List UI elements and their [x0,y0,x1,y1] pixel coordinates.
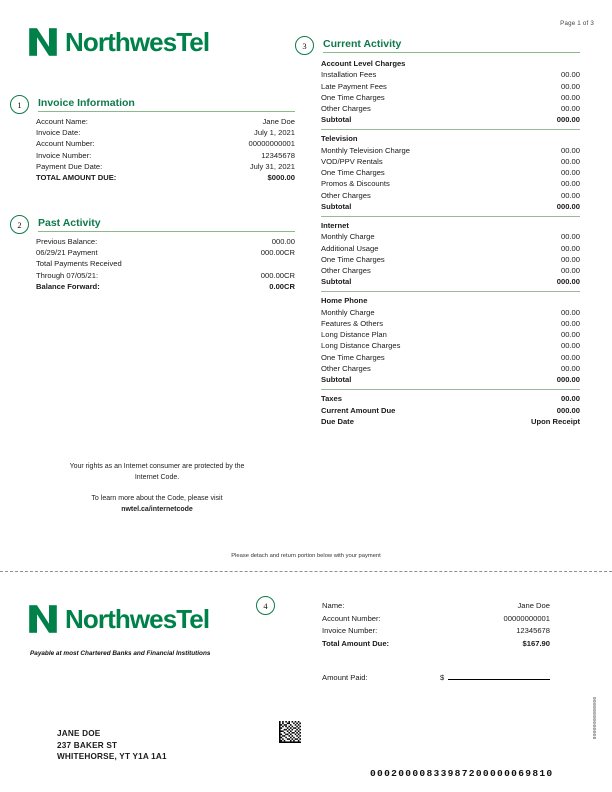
row-value: 00.00 [560,254,580,264]
table-row [36,258,295,269]
table-row-subtotal [321,276,580,287]
section-marker-2: 2 [10,215,29,234]
table-row [321,103,580,114]
row-value: July 31, 2021 [249,161,295,171]
table-row [36,270,295,281]
table-row [321,145,580,156]
table-row-subtotal [321,201,580,212]
vertical-reference-code-wrap [591,697,612,740]
group-title: Internet [321,221,349,231]
table-row [322,613,550,626]
row-label: Long Distance Plan [321,330,387,340]
row-label: Subtotal [321,375,352,385]
page-number: Page 1 of 3 [560,20,594,27]
current-activity-groups [321,58,580,427]
row-value: 12345678 [516,626,550,636]
table-row [321,243,580,254]
row-label: Subtotal [321,201,352,211]
row-label: Other Charges [321,266,371,276]
row-label: Previous Balance: [36,237,98,246]
row-label: Monthly Television Charge [321,145,410,155]
row-label: Account Number: [322,613,381,623]
charge-group-home-phone [321,295,580,385]
row-value: 00.00 [560,190,580,200]
row-label: Balance Forward: [36,281,100,291]
amount-paid-label: Amount Paid: [322,673,368,682]
row-label: Other Charges [321,104,371,114]
invoice-information-rows [36,116,295,183]
row-label: Total Payments Received [36,259,122,269]
payable-note: Payable at most Chartered Banks and Financial Institutions [30,650,211,657]
table-row [321,167,580,178]
group-rows [321,307,580,385]
notice-spacer [22,483,292,494]
row-label: 06/29/21 Payment [36,248,98,258]
table-row [36,138,295,149]
internet-code-notice [22,462,292,515]
row-value: 00.00 [560,145,580,155]
past-activity-rule [38,230,295,232]
northwestel-logo-icon [28,604,58,634]
table-row [322,625,550,638]
row-label: Subtotal [321,115,352,125]
row-value: 00.00 [560,363,580,373]
invoice-information-title: Invoice Information [38,97,135,109]
row-label: Subtotal [321,277,352,287]
row-label: Payment Due Date: [36,161,103,171]
row-value: 000.00CR [260,270,295,280]
past-activity-rows [36,236,295,292]
row-label: Long Distance Charges [321,341,401,351]
current-activity-title: Current Activity [323,38,402,50]
table-row [321,340,580,351]
row-label: Invoice Number: [322,626,378,636]
charge-group-television [321,133,580,212]
table-row [321,178,580,189]
stub-rows [322,600,550,650]
row-value: 00.00 [560,157,580,167]
row-value: Jane Doe [262,117,295,126]
table-row-total [36,281,295,292]
row-value: $167.90 [522,638,550,648]
table-row-current-amount-due [321,405,580,416]
row-value: 000.00 [556,115,580,125]
row-label: Current Amount Due [321,405,396,415]
row-label: Other Charges [321,190,371,200]
past-activity-section [10,215,295,292]
row-value: 000.00 [556,375,580,385]
datamatrix-barcode-icon [279,721,301,743]
group-rows [321,231,580,287]
invoice-information-section [10,95,295,183]
row-value: 12345678 [261,150,295,160]
row-value: 00.00 [560,179,580,189]
invoice-information-rule [38,110,295,112]
table-row [321,92,580,103]
row-value: Jane Doe [517,601,550,610]
address-line-1: JANE DOE [57,729,101,738]
table-row [321,307,580,318]
address-line-3: WHITEHORSE, YT Y1A 1A1 [57,752,167,761]
amount-paid-field[interactable] [322,670,550,682]
current-activity-section [295,36,580,427]
vertical-reference-code: 00000000000000 [591,697,596,740]
row-value: 00.00 [560,104,580,114]
brand-name: NorthwesTel [65,604,210,634]
current-activity-totals [321,393,580,427]
row-label: Late Payment Fees [321,81,387,91]
section-marker-3: 3 [295,36,314,55]
row-label: Installation Fees [321,70,377,80]
section-marker-1: 1 [10,95,29,114]
row-label: One Time Charges [321,92,385,102]
table-row-due-date [321,416,580,427]
group-title: Television [321,134,358,144]
row-label: Invoice Date: [36,128,81,138]
past-activity-title: Past Activity [38,217,101,229]
group-divider [321,291,580,292]
row-value: 000.00CR [260,248,295,258]
group-divider [321,216,580,217]
row-value: 000.00 [556,405,580,415]
table-row [36,247,295,258]
row-value: 00.00 [560,168,580,178]
row-value: 00.00 [560,243,580,253]
group-rows [321,69,580,125]
row-value: $000.00 [267,173,295,183]
table-row [321,329,580,340]
table-row [36,150,295,161]
currency-symbol: $ [440,673,445,682]
ocr-scanline: 00020000833987200000069810 [370,768,554,779]
table-row [321,231,580,242]
table-row [321,69,580,80]
row-label: Due Date [321,416,354,426]
row-label: VOD/PPV Rentals [321,157,383,167]
row-label: One Time Charges [321,254,385,264]
row-value: 00.00 [560,352,580,362]
row-label: Other Charges [321,363,371,373]
row-label: Monthly Charge [321,307,375,317]
table-row [321,254,580,265]
row-label: Additional Usage [321,243,379,253]
table-row-subtotal [321,114,580,125]
stub-brand-logo [28,604,209,634]
brand-logo [28,27,209,57]
charge-group-account-level [321,58,580,125]
row-label: Account Number: [36,139,95,149]
detach-dashed-line [0,571,612,572]
table-row [321,352,580,363]
notice-line-2: Internet Code. [134,473,180,481]
row-value: 00.00 [560,394,580,404]
table-row [321,265,580,276]
row-label: Name: [322,601,345,610]
row-value: 00.00 [560,307,580,317]
row-label: Account Name: [36,117,88,126]
northwestel-logo-icon [28,27,58,57]
current-activity-rule [323,51,580,53]
table-row [36,127,295,138]
row-label: Total Amount Due: [322,638,390,648]
charge-group-internet [321,220,580,287]
address-line-2: 237 BAKER ST [57,740,118,750]
group-title: Account Level Charges [321,59,406,68]
row-value: 0.00CR [269,281,295,291]
notice-line-3: To learn more about the Code, please visit [91,495,223,502]
mailing-address [57,728,167,763]
table-row-taxes [321,393,580,404]
row-label: Through 07/05/21: [36,270,99,280]
group-title: Home Phone [321,296,368,306]
invoice-information-heading [10,95,295,114]
row-label: One Time Charges [321,352,385,362]
row-value: 00.00 [560,319,580,329]
row-value: 00.00 [560,70,580,80]
table-row [322,600,550,613]
row-label: Promos & Discounts [321,179,390,189]
section-marker-4: 4 [256,596,275,615]
row-label: Features & Others [321,319,384,329]
totals-divider [321,389,580,390]
table-row [36,116,295,127]
table-row [321,363,580,374]
amount-paid-input[interactable] [448,670,550,680]
row-value: Upon Receipt [531,416,580,426]
table-row-total [36,172,295,183]
current-activity-heading [295,36,580,55]
past-activity-heading [10,215,295,234]
table-row [36,161,295,172]
table-row [321,156,580,167]
table-row [321,81,580,92]
row-value: 00.00 [560,341,580,351]
table-row-subtotal [321,374,580,385]
notice-line-1: Your rights as an Internet consumer are protected by the [69,463,245,470]
row-value: 00.00 [560,232,580,242]
row-label: Taxes [321,394,342,404]
detach-instruction: Please detach and return portion below with your payment [231,553,381,559]
row-value: 00.00 [560,266,580,276]
group-rows [321,145,580,212]
row-label: TOTAL AMOUNT DUE: [36,173,117,183]
table-row [36,236,295,247]
brand-name: NorthwesTel [65,27,210,57]
internet-code-link[interactable]: nwtel.ca/internetcode [121,505,193,513]
row-value: 00.00 [560,330,580,340]
group-divider [321,129,580,130]
row-value: July 1, 2021 [254,128,295,138]
table-row [321,318,580,329]
row-label: One Time Charges [321,168,385,178]
row-value: 000.00 [271,237,295,246]
row-value: 00000000001 [248,139,295,149]
row-value: 00000000001 [503,613,550,623]
row-value: 000.00 [556,277,580,287]
table-row-total-amount-due [322,638,550,651]
row-label: Monthly Charge [321,232,375,242]
row-label: Invoice Number: [36,150,92,160]
table-row [321,190,580,201]
row-value: 00.00 [560,92,580,102]
row-value: 000.00 [556,201,580,211]
row-value: 00.00 [560,81,580,91]
